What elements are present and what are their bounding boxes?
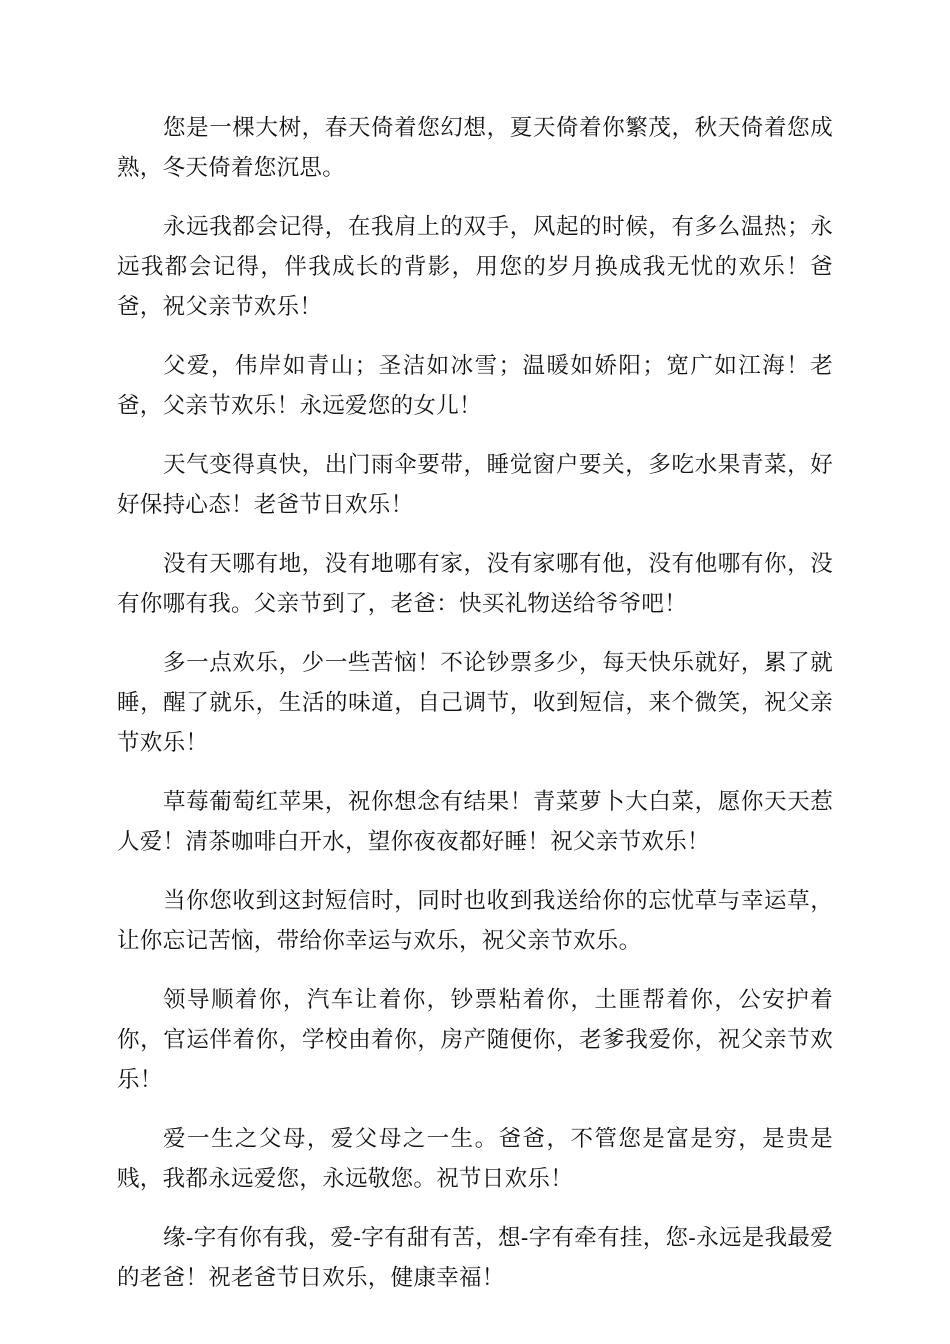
- document-body: [117, 108, 833, 1317]
- paragraph: 缘-字有你有我，爱-字有甜有苦，想-字有牵有挂，您-永远是我最爱的老爸！祝老爸节日欢乐，健康幸福！: [117, 1225, 834, 1291]
- paragraph: 没有天哪有地，没有地哪有家，没有家哪有他，没有他哪有你，没有你哪有我。父亲节到了，老爸：快买礼物送给爷爷吧！: [117, 551, 833, 617]
- paragraph: 永远我都会记得，在我肩上的双手，风起的时候，有多么温热；永远我都会记得，伴我成长的背影，用您的岁月换成我无忧的欢乐！爸爸，祝父亲节欢乐！: [117, 214, 833, 320]
- paragraph: 爱一生之父母，爱父母之一生。爸爸，不管您是富是穷，是贵是贱，我都永远爱您，永远敬您。祝节日欢乐！: [117, 1126, 833, 1192]
- paragraph: 天气变得真快，出门雨伞要带，睡觉窗户要关，多吃水果青菜，好好保持心态！老爸节日欢乐！: [117, 452, 833, 518]
- paragraph: 父爱，伟岸如青山；圣洁如冰雪；温暖如娇阳；宽广如江海！老爸，父亲节欢乐！永远爱您的女儿！: [117, 353, 833, 419]
- paragraph: 领导顺着你，汽车让着你，钞票粘着你，土匪帮着你，公安护着你，官运伴着你，学校由着你，房产随便你，老爹我爱你，祝父亲节欢乐！: [117, 987, 833, 1093]
- paragraph: 多一点欢乐，少一些苦恼！不论钞票多少，每天快乐就好，累了就睡，醒了就乐，生活的味道，自己调节，收到短信，来个微笑，祝父亲节欢乐！: [117, 650, 833, 756]
- paragraph: 您是一棵大树，春天倚着您幻想，夏天倚着你繁茂，秋天倚着您成熟，冬天倚着您沉思。: [117, 115, 833, 181]
- paragraph: 当你您收到这封短信时，同时也收到我送给你的忘忧草与幸运草，让你忘记苦恼，带给你幸运与欢乐，祝父亲节欢乐。: [117, 888, 833, 954]
- paragraph: 草莓葡萄红苹果，祝你想念有结果！青菜萝卜大白菜，愿你天天惹人爱！清茶咖啡白开水，望你夜夜都好睡！祝父亲节欢乐！: [117, 789, 833, 855]
